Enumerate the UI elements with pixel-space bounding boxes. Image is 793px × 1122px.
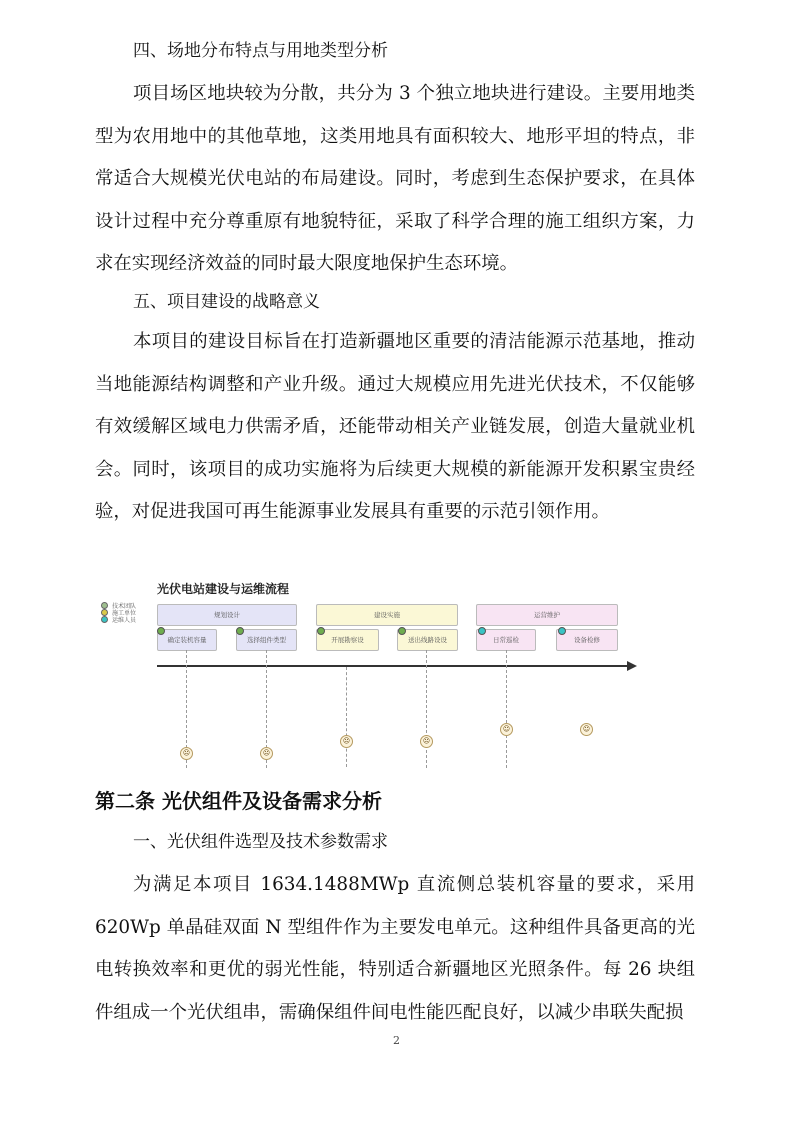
team-marker-icon bbox=[157, 627, 165, 635]
sad-face-icon: ☹ bbox=[420, 735, 433, 748]
section-5-paragraph: 本项目的建设目标旨在打造新疆地区重要的清洁能源示范基地，推动当地能源结构调整和产业升级。通过大规模应用先进光伏技术，不仅能够有效缓解区域电力供需矛盾，还能带动相关产业链发展，创造大量就业机会。同时，该项目的成功实施将为后续更大规模的新能源开发积累宝贵经验，对促进我国可再生能源事业发展具有重要的示范引领作用。 bbox=[95, 331, 695, 522]
task-box: 日常巡检 bbox=[476, 629, 536, 651]
task-box: 设备检修 bbox=[556, 629, 618, 651]
team-marker-icon bbox=[478, 627, 486, 635]
legend-label: 施工单位 bbox=[112, 610, 137, 617]
process-diagram bbox=[95, 578, 655, 778]
diagram-title: 光伏电站建设与运维流程 bbox=[157, 582, 290, 596]
chapter-2-paragraph: 为满足本项目 1634.1488MWp 直流侧总装机容量的要求，采用 620Wp 单晶硅双面 N 型组件作为主要发电单元。这种组件具备更高的光电转换效率和更优的弱光性能，特别适合新疆地区光照条件。每 26 块组件组成一个光伏组串，需确保组件间电性能匹配良好，以减少串联失配损 bbox=[95, 874, 695, 1023]
task-box: 送出线路设设 bbox=[397, 629, 458, 651]
phase-construction: 建设实施 bbox=[316, 604, 458, 626]
chapter-2-heading: 第二条 光伏组件及设备需求分析 bbox=[95, 789, 382, 813]
legend-dot-icon bbox=[101, 609, 108, 616]
sad-face-icon: ☹ bbox=[180, 747, 193, 760]
phase-operation: 运营维护 bbox=[476, 604, 618, 626]
section-5-heading: 五、项目建设的战略意义 bbox=[133, 292, 320, 312]
team-marker-icon bbox=[558, 627, 566, 635]
team-marker-icon bbox=[236, 627, 244, 635]
legend-item bbox=[101, 616, 136, 623]
legend-label: 技术团队 bbox=[112, 603, 137, 610]
sad-face-icon: ☹ bbox=[340, 735, 353, 748]
legend-dot-icon bbox=[101, 616, 108, 623]
team-marker-icon bbox=[317, 627, 325, 635]
section-4-heading: 四、场地分布特点与用地类型分析 bbox=[133, 41, 388, 61]
smile-face-icon: ☺ bbox=[580, 723, 593, 736]
timeline-connector bbox=[346, 667, 347, 767]
task-box: 开展勘察设 bbox=[316, 629, 379, 651]
chapter-2-subheading: 一、光伏组件选型及技术参数需求 bbox=[133, 832, 388, 852]
timeline-axis bbox=[157, 665, 629, 667]
task-box: 选择组件类型 bbox=[236, 629, 297, 651]
section-4-paragraph: 项目场区地块较为分散，共分为 3 个独立地块进行建设。主要用地类型为农用地中的其他草地，这类用地具有面积较大、地形平坦的特点，非常适合大规模光伏电站的布局建设。同时，考虑到生态保护要求，在具体设计过程中充分尊重原有地貌特征，采取了科学合理的施工组织方案，力求在实现经济效益的同时最大限度地保护生态环境。 bbox=[95, 83, 695, 274]
phase-planning: 规划设计 bbox=[157, 604, 297, 626]
smile-face-icon: ☺ bbox=[500, 723, 513, 736]
diagram-legend bbox=[101, 602, 136, 623]
timeline-arrow-icon bbox=[627, 661, 637, 671]
page-number: 2 bbox=[393, 1034, 400, 1047]
task-box: 确定装机容量 bbox=[157, 629, 217, 651]
sad-face-icon: ☹ bbox=[260, 747, 273, 760]
legend-dot-icon bbox=[101, 602, 108, 609]
team-marker-icon bbox=[398, 627, 406, 635]
timeline-connector bbox=[506, 650, 507, 768]
legend-label: 运维人员 bbox=[112, 617, 137, 624]
timeline-connector bbox=[426, 650, 427, 768]
